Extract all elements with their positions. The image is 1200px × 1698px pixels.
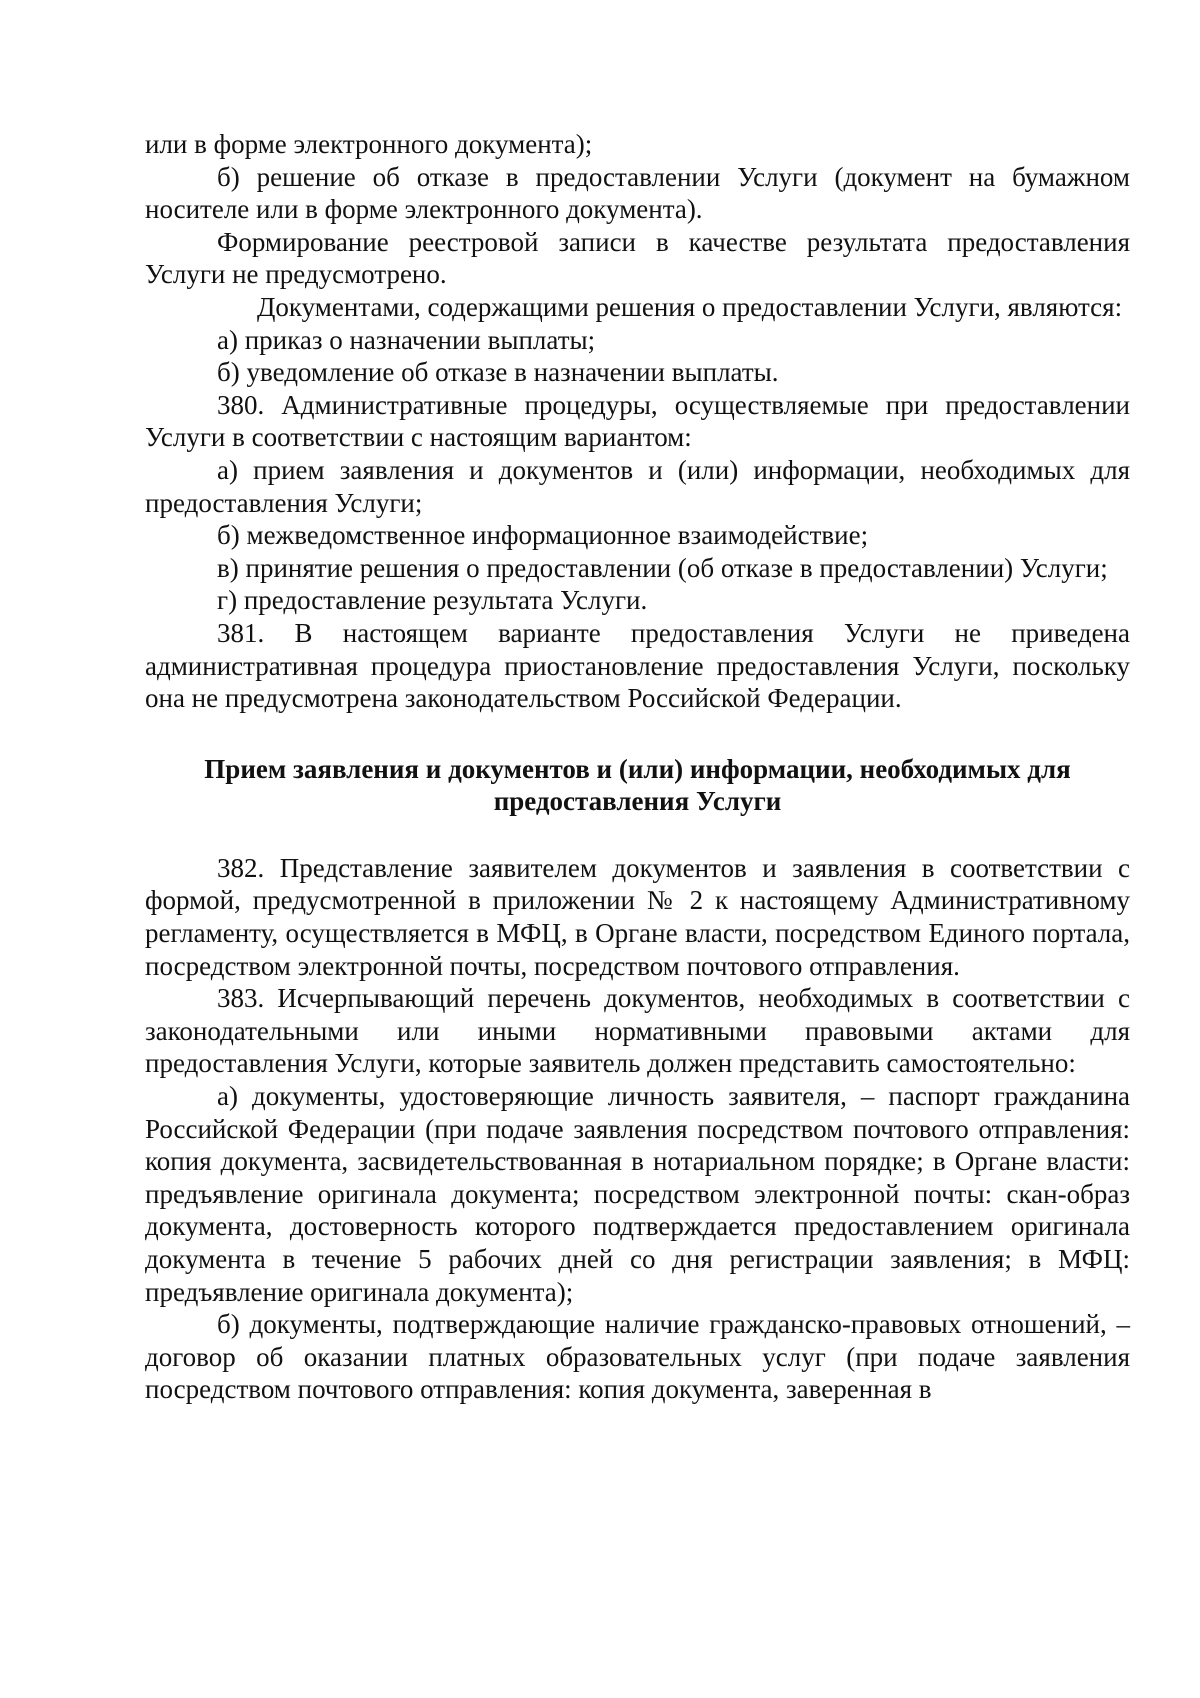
paragraph-380-b: б) межведомственное информационное взаимодействие; xyxy=(217,520,869,551)
paragraph-380-v: в) принятие решения о предоставлении (об отказе в предоставлении) Услуги; xyxy=(217,552,1108,583)
document-page xyxy=(145,128,1130,1406)
paragraph-registry-record: Формирование реестровой записи в качестве результата предоставления Услуги не предусмотрено. xyxy=(145,226,1130,290)
paragraph-item-b-notice: б) уведомление об отказе в назначении выплаты. xyxy=(217,357,779,388)
paragraph-383: 383. Исчерпывающий перечень документов, необходимых в соответствии с законодательными или иными нормативными правовыми актами для предоставления Услуги, которые заявитель должен представить самостоятельно: xyxy=(145,983,1130,1079)
paragraph-383-a: а) документы, удостоверяющие личность заявителя, – паспорт гражданина Российской Федерации (при подаче заявления посредством почтового отправления: копия документа, засвидетельствованная в нотариальном порядке; в Органе власти: предъявление оригинала документа; посредством электронной почты: скан-образ документа, достоверность которого подтверждается предоставлением оригинала документа в течение 5 рабочих дней со дня регистрации заявления; в МФЦ: предъявление оригинала документа); xyxy=(145,1081,1130,1307)
section-heading: Прием заявления и документов и (или) информации, необходимых для предоставления Услуги xyxy=(204,753,1071,817)
paragraph-380: 380. Административные процедуры, осуществляемые при предоставлении Услуги в соответствии с настоящим вариантом: xyxy=(145,389,1130,453)
paragraph-item-a-order: а) приказ о назначении выплаты; xyxy=(217,324,596,355)
paragraph-383-b: б) документы, подтверждающие наличие гражданско-правовых отношений, – договор об оказании платных образовательных услуг (при подаче заявления посредством почтового отправления: копия документа, заверенная в xyxy=(145,1309,1130,1405)
paragraph-380-a: а) прием заявления и документов и (или) информации, необходимых для предоставления Услуги; xyxy=(145,454,1130,518)
paragraph-380-g: г) предоставление результата Услуги. xyxy=(217,585,648,616)
paragraph-continuation: или в форме электронного документа); xyxy=(145,129,593,159)
paragraph-381: 381. В настоящем варианте предоставления Услуги не приведена административная процедура приостановление предоставления Услуги, поскольку она не предусмотрена законодательством Российской Федерации. xyxy=(145,617,1130,714)
paragraph-382: 382. Представление заявителем документов и заявления в соответствии с формой, предусмотренной в приложении № 2 к настоящему Административному регламенту, осуществляется в МФЦ, в Органе власти, посредством Единого портала, посредством электронной почты, посредством почтового отправления. xyxy=(145,852,1130,981)
paragraph-decision-documents: Документами, содержащими решения о предоставлении Услуги, являются: xyxy=(257,291,1123,322)
paragraph-item-b-refusal: б) решение об отказе в предоставлении Услуги (документ на бумажном носителе или в форме электронного документа). xyxy=(145,161,1130,225)
